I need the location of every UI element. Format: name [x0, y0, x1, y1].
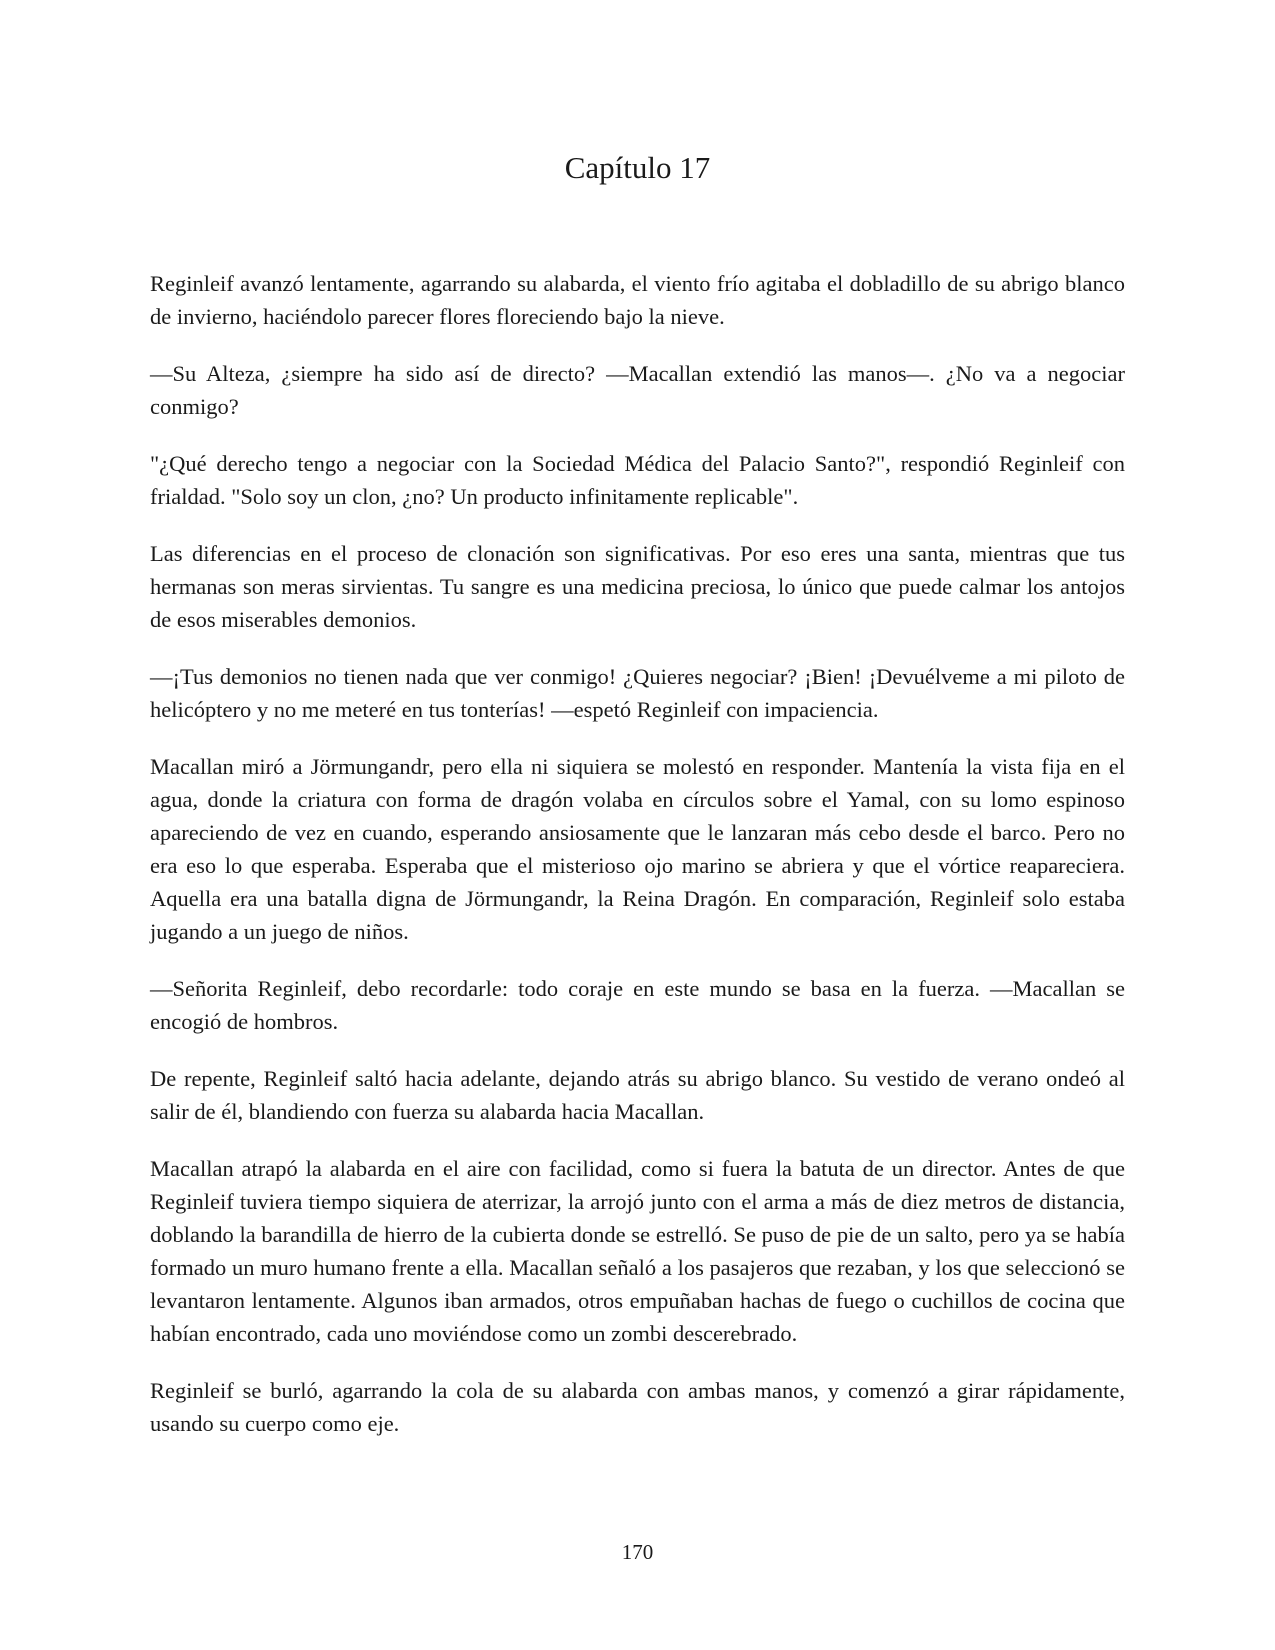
paragraph: —Señorita Reginleif, debo recordarle: todo coraje en este mundo se basa en la fuerza. —Macallan se encogió de hombros.: [150, 976, 1125, 1034]
paragraph: "¿Qué derecho tengo a negociar con la Sociedad Médica del Palacio Santo?", respondió Reginleif con frialdad. "Solo soy un clon, ¿no? Un producto infinitamente replicable".: [150, 451, 1125, 509]
paragraph: —¡Tus demonios no tienen nada que ver conmigo! ¿Quieres negociar? ¡Bien! ¡Devuélveme a mi piloto de helicóptero y no me meteré en tus tonterías! —espetó Reginleif con impaciencia.: [150, 664, 1125, 722]
paragraph: Macallan miró a Jörmungandr, pero ella ni siquiera se molestó en responder. Mantenía la vista fija en el agua, donde la criatura con forma de dragón volaba en círculos sobre el Yamal, con su lomo espinoso apareciendo de vez en cuando, esperando ansiosamente que le lanzaran más cebo desde el barco. Pero no era eso lo que esperaba. Esperaba que el misterioso ojo marino se abriera y que el vórtice reapareciera. Aquella era una batalla digna de Jörmungandr, la Reina Dragón. En comparación, Reginleif solo estaba jugando a un juego de niños.: [150, 754, 1125, 944]
body-text: [150, 267, 1125, 1464]
paragraph: —Su Alteza, ¿siempre ha sido así de directo? —Macallan extendió las manos—. ¿No va a negociar conmigo?: [150, 361, 1125, 419]
paragraph: Reginleif avanzó lentamente, agarrando su alabarda, el viento frío agitaba el dobladillo de su abrigo blanco de invierno, haciéndolo parecer flores floreciendo bajo la nieve.: [150, 271, 1125, 329]
paragraph: Macallan atrapó la alabarda en el aire con facilidad, como si fuera la batuta de un director. Antes de que Reginleif tuviera tiempo siquiera de aterrizar, la arrojó junto con el arma a más de diez metros de distancia, doblando la barandilla de hierro de la cubierta donde se estrelló. Se puso de pie de un salto, pero ya se había formado un muro humano frente a ella. Macallan señaló a los pasajeros que rezaban, y los que seleccionó se levantaron lentamente. Algunos iban armados, otros empuñaban hachas de fuego o cuchillos de cocina que habían encontrado, cada uno moviéndose como un zombi descerebrado.: [150, 1156, 1125, 1346]
paragraph: Reginleif se burló, agarrando la cola de su alabarda con ambas manos, y comenzó a girar rápidamente, usando su cuerpo como eje.: [150, 1378, 1125, 1436]
page-number: 170: [621, 1540, 654, 1564]
paragraph: De repente, Reginleif saltó hacia adelante, dejando atrás su abrigo blanco. Su vestido de verano ondeó al salir de él, blandiendo con fuerza su alabarda hacia Macallan.: [150, 1066, 1125, 1124]
chapter-title: Capítulo 17: [564, 150, 711, 185]
paragraph: Las diferencias en el proceso de clonación son significativas. Por eso eres una santa, mientras que tus hermanas son meras sirvientas. Tu sangre es una medicina preciosa, lo único que puede calmar los antojos de esos miserables demonios.: [150, 541, 1125, 632]
